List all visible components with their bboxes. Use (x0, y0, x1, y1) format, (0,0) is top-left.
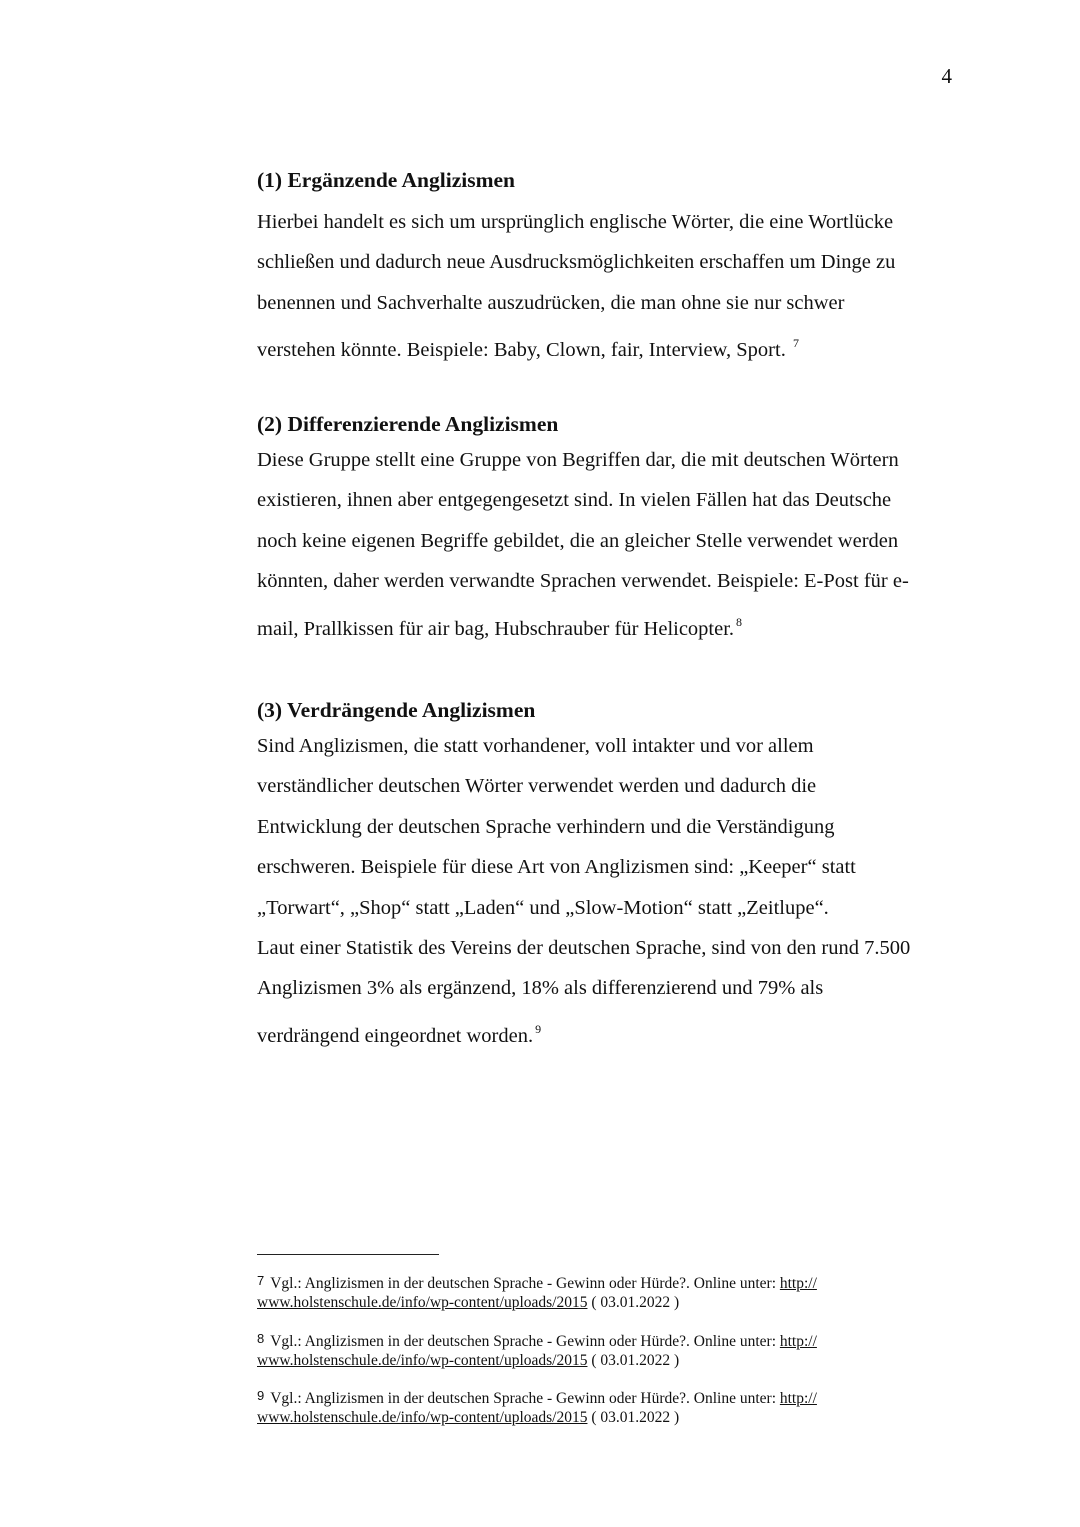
footnote-7 (257, 1271, 917, 1312)
paragraph-line: existieren, ihnen aber entgegengesetzt sind. In vielen Fällen hat das Deutsche (257, 489, 892, 512)
paragraph-line-last (257, 323, 957, 370)
footnote-link[interactable]: http:// (779, 1333, 817, 1350)
paragraph-line: benennen und Sachverhalte auszudrücken, die man ohne sie nur schwer (257, 291, 845, 314)
footnote-reference[interactable]: 9 (535, 1021, 542, 1036)
footnote-link[interactable]: www.holstenschule.de/info/wp-content/uploads/2015 (257, 1294, 588, 1311)
paragraph-line: noch keine eigenen Begriffe gebildet, die an gleicher Stelle verwendet werden (257, 529, 899, 552)
paragraph-line-last (257, 1009, 957, 1056)
footnote-number: 9 (257, 1388, 265, 1403)
paragraph-line-text: verstehen könnte. Beispiele: Baby, Clown, fair, Interview, Sport. (257, 339, 791, 362)
paragraph-line: erschweren. Beispiele für diese Art von Anglizismen sind: „Keeper“ statt (257, 856, 856, 879)
footnote-8 (257, 1329, 917, 1370)
section-heading: (2) Differenzierende Anglizismen (257, 412, 559, 436)
paragraph-line-text: verdrängend eingeordnet worden. (257, 1024, 534, 1047)
paragraph-line: Laut einer Statistik des Vereins der deutschen Sprache, sind von den rund 7.500 (257, 937, 911, 960)
section-heading: (3) Verdrängende Anglizismen (257, 698, 536, 722)
section-paragraph (257, 440, 957, 649)
footnote-link[interactable]: www.holstenschule.de/info/wp-content/uploads/2015 (257, 1409, 588, 1426)
footnote-link[interactable]: www.holstenschule.de/info/wp-content/uploads/2015 (257, 1352, 588, 1369)
section-differenzierende-anglizismen (257, 410, 957, 649)
section-verdraengende-anglizismen (257, 696, 957, 1056)
footnote-link[interactable]: http:// (779, 1275, 817, 1292)
paragraph-line-last (257, 602, 957, 649)
paragraph-line: verständlicher deutschen Wörter verwendet werden und dadurch die (257, 775, 817, 798)
footnote-date: ( 03.01.2022 ) (587, 1352, 680, 1369)
footnote-number: 8 (257, 1331, 265, 1346)
page-number: 4 (941, 64, 952, 88)
footnote-number: 7 (257, 1273, 265, 1288)
footnote-link[interactable]: http:// (779, 1390, 817, 1407)
footnote-text: Vgl.: Anglizismen in der deutschen Sprache - Gewinn oder Hürde?. Online unter: (270, 1390, 780, 1407)
footnote-separator (257, 1254, 439, 1255)
paragraph-line: schließen und dadurch neue Ausdrucksmöglichkeiten erschaffen um Dinge zu (257, 251, 896, 274)
footnote-date: ( 03.01.2022 ) (587, 1409, 680, 1426)
footnote-text: Vgl.: Anglizismen in der deutschen Sprache - Gewinn oder Hürde?. Online unter: (270, 1275, 780, 1292)
section-paragraph (257, 202, 957, 371)
paragraph-line: Entwicklung der deutschen Sprache verhindern und die Verständigung (257, 815, 835, 838)
paragraph-line: könnten, daher werden verwandte Sprachen verwendet. Beispiele: E-Post für e- (257, 570, 909, 593)
footnote-reference[interactable]: 8 (736, 614, 743, 629)
footnote-text: Vgl.: Anglizismen in der deutschen Sprache - Gewinn oder Hürde?. Online unter: (270, 1333, 780, 1350)
footnote-date: ( 03.01.2022 ) (587, 1294, 680, 1311)
section-heading: (1) Ergänzende Anglizismen (257, 168, 515, 192)
section-paragraph (257, 726, 957, 1056)
paragraph-line: Anglizismen 3% als ergänzend, 18% als differenzierend und 79% als (257, 977, 824, 1000)
paragraph-line: Diese Gruppe stellt eine Gruppe von Begriffen dar, die mit deutschen Wörtern (257, 449, 899, 471)
footnote-9 (257, 1386, 917, 1427)
section-ergaenzende-anglizismen (257, 166, 957, 371)
paragraph-line: Sind Anglizismen, die statt vorhandener, voll intakter und vor allem (257, 735, 814, 757)
footnote-reference[interactable]: 7 (792, 336, 799, 351)
paragraph-line-text: mail, Prallkissen für air bag, Hubschrauber für Helicopter. (257, 617, 735, 640)
paragraph-line: Hierbei handelt es sich um ursprünglich englische Wörter, die eine Wortlücke (257, 211, 894, 233)
paragraph-line: „Torwart“, „Shop“ statt „Laden“ und „Slow-Motion“ statt „Zeitlupe“. (257, 896, 829, 919)
